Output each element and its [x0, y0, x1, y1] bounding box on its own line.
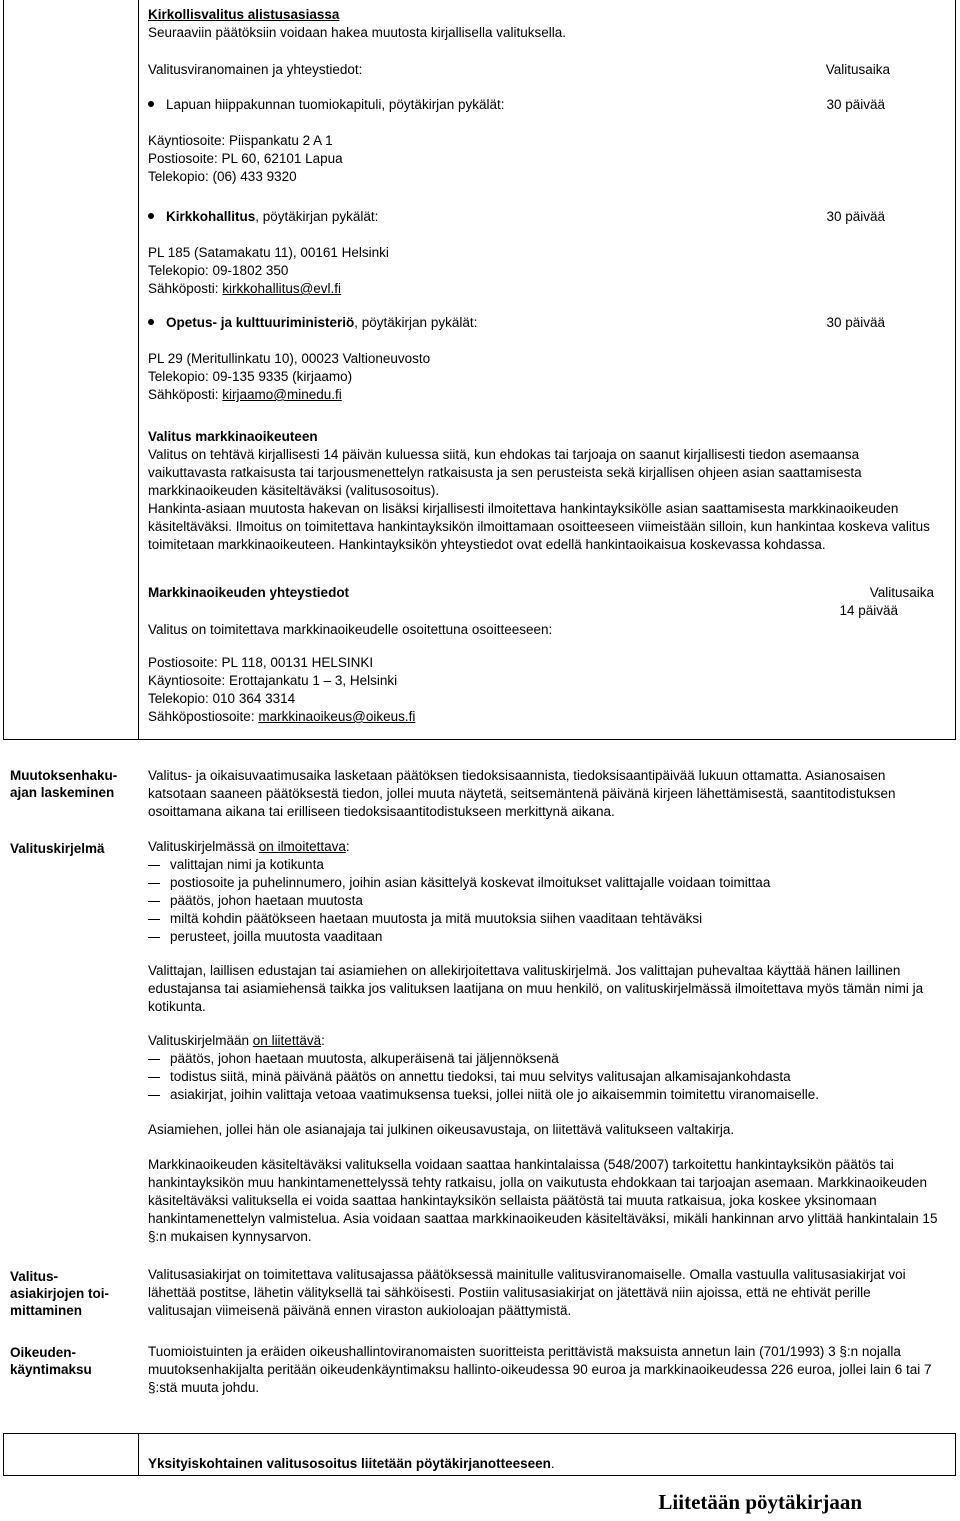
list-item: valittajan nimi ja kotikunta: [148, 856, 940, 874]
authorities-label: Valitusviranomainen ja yhteystiedot:: [148, 62, 363, 77]
email-link[interactable]: markkinaoikeus@oikeus.fi: [258, 709, 416, 724]
market-appeal-text: Markkinaoikeuden käsiteltäväksi valituksella voidaan saattaa hankintalaissa (548/2007) tarkoitettu hankintayksikön päätös tai hankintayksikön muu hankintamenettelyssä tehty ratkaisu, jolla on vaikutusta ehdokkaan tai tarjoajan asemaan. Markkinaoikeuden käsiteltäväksi valituksella ei voida saattaa hankintayksikön sellaista päätöstä tai muuta ratkaisua, joka koskee yksinomaan hankintamenettelyn valmistelua. Asia voidaan saattaa markkinaoikeuden käsiteltäväksi, mikäli hankinnan arvo ylittää hankintalain 15 §:n mukaisen kynnysarvon.: [148, 1157, 938, 1244]
authority-time: 30 päivää: [826, 315, 885, 330]
email-link[interactable]: kirjaamo@minedu.fi: [222, 387, 342, 402]
appeal-time-label: Valitusaika: [825, 62, 890, 77]
list-item: päätös, johon haetaan muutosta: [148, 892, 940, 910]
bullet-icon: [148, 319, 154, 325]
deadline-label: Muutoksenhaku- ajan laskeminen: [10, 768, 118, 800]
authority-contact: Käyntiosoite: Piispankatu 2 A 1 Postiosoite: PL 60, 62101 Lapua Telekopio: (06) 433 9320: [148, 133, 343, 184]
list-item: asiakirjat, joihin valittaja vetoaa vaatimuksensa tueksi, jollei niitä ole jo aikaisemmin toimitettu viranomaiselle.: [148, 1086, 940, 1104]
frame-right-top: [955, 0, 956, 739]
attach-list: [148, 1050, 940, 1104]
list-item: päätös, johon haetaan muutosta, alkuperäisenä tai jäljennöksenä: [148, 1050, 940, 1068]
bullet-icon: [148, 213, 154, 219]
list-item: postiosoite ja puhelinnumero, joihin asian käsittelyä koskevat ilmoitukset valittajalle voidaan toimittaa: [148, 874, 940, 892]
market-contact-heading: Markkinaoikeuden yhteystiedot: [148, 585, 350, 600]
authority-name: Opetus- ja kulttuuriministeriö, pöytäkirjan pykälät:: [166, 315, 478, 330]
authority-time: 30 päivää: [826, 97, 885, 112]
sign-text: Valittajan, laillisen edustajan tai asiamiehen on allekirjoitettava valituskirjelmä. Jos valittajan puhevaltaa käyttää hänen laillinen edustajansa tai asiamiehensä taikka jos valituksen laatijana on muu henkilö, on valituskirjelmässä ilmoitettava myös tämän nimi ja kotikunta.: [148, 963, 924, 1014]
market-paragraph: Valitus on tehtävä kirjallisesti 14 päivän kuluessa siitä, kun ehdokas tai tarjoaja on saanut kirjallisesti tiedon asemaansa vaikuttavasta ratkaisusta tai tarjousmenettelyn ratkaisusta ja sen perusteista sekä kirjallisen ohjeen asian saattamisesta markkinaoikeuden käsiteltäväksi (valitusosoitus).: [148, 447, 862, 498]
appeal-heading: Kirkollisvalitus alistusasiassa: [148, 7, 340, 22]
authority-name: Lapuan hiippakunnan tuomiokapituli, pöytäkirjan pykälät:: [166, 97, 505, 112]
letter-label: Valituskirjelmä: [10, 841, 105, 856]
notify-heading: Valituskirjelmässä on ilmoitettava:: [148, 839, 350, 854]
footer-text: Liitetään pöytäkirjaan: [658, 1490, 862, 1514]
list-item: todistus siitä, minä päivänä päätös on annettu tiedoksi, tai muu selvitys valitusajan alkamisajankohdasta: [148, 1068, 940, 1086]
delivery-text: Valitusasiakirjat on toimitettava valitusajassa päätöksessä mainitulle valitusviranomaiselle. Omalla vastuulla valitusasiakirjat voi lähettää postitse, lähetin välityksellä tai sähköisesti. Postiin valitusasiakirjat on jätettävä niin ajoissa, että ne ehtivät perille valitusajan viimeisenä päivänä ennen viraston aukioloajan päättymistä.: [148, 1267, 906, 1318]
fee-label: Oikeuden- käyntimaksu: [10, 1345, 92, 1377]
attach-heading: Valituskirjelmään on liitettävä:: [148, 1033, 325, 1048]
market-time-label: Valitusaika: [869, 585, 934, 600]
market-section: [148, 428, 940, 554]
attach-section: [148, 1032, 940, 1104]
appeal-section: [148, 6, 948, 42]
frame-left-bottom: [3, 1433, 4, 1475]
authority-contact: PL 29 (Meritullinkatu 10), 00023 Valtioneuvosto Telekopio: 09-135 9335 (kirjaamo) Sähköposti: kirjaamo@minedu.fi: [148, 351, 431, 402]
agent-text: Asiamiehen, jollei hän ole asianajaja tai julkinen oikeusavustaja, on liitettävä valitukseen valtakirja.: [148, 1122, 735, 1137]
list-item: miltä kohdin päätökseen haetaan muutosta ja mitä muutoksia siihen vaaditaan tehtäväksi: [148, 910, 940, 928]
private-note: Yksityiskohtainen valitusosoitus liitetään pöytäkirjanotteeseen.: [148, 1456, 555, 1471]
market-paragraph: Hankinta-asiaan muutosta hakevan on lisäksi kirjallisesti ilmoitettava hankintayksikölle asian saattamisesta markkinaoikeuden käsiteltäväksi. Ilmoitus on toimitettava hankintayksikön ilmoittamaan osoitteeseen viimeistään silloin, kun hankintaa koskeva valitus toimitetaan markkinaoikeuteen. Hankintayksikön yhteystiedot ovat edellä hankintaoikaisua koskevassa kohdassa.: [148, 501, 930, 552]
frame-top-bottom: [3, 1433, 956, 1434]
market-deliver-text: Valitus on toimitettava markkinaoikeudelle osoitettuna osoitteeseen:: [148, 622, 553, 637]
frame-bottom-top: [3, 739, 956, 740]
frame-bottom-bottom: [3, 1475, 956, 1476]
authority-name: Kirkkohallitus, pöytäkirjan pykälät:: [166, 209, 379, 224]
email-link[interactable]: kirkkohallitus@evl.fi: [222, 281, 342, 296]
deadline-text: Valitus- ja oikaisuvaatimusaika lasketaan päätöksen tiedoksisaannista, tiedoksisaantipäivää lukuun ottamatta. Asianosaisen katsotaan saaneen päätöksestä tiedon, jollei muuta näytetä, seitsemäntenä päivänä kirjeen lähettämisestä, saantitodistuksen osoittamana aikana tai erilliseen tiedoksisaantitodistukseen merkittynä aikana.: [148, 768, 896, 819]
bullet-icon: [148, 101, 154, 107]
letter-section: [148, 838, 940, 946]
delivery-label: Valitus- asiakirjojen toi- mittaminen: [10, 1269, 110, 1318]
appeal-intro: Seuraaviin päätöksiin voidaan hakea muutosta kirjallisella valituksella.: [148, 25, 566, 40]
frame-left-top: [3, 0, 4, 739]
fee-text: Tuomioistuinten ja eräiden oikeushallintoviranomaisten suoritteista perittävistä maksuista annetun lain (701/1993) 3 §:n nojalla muutoksenhakijalta peritään oikeudenkäyntimaksu hallinto-oikeudessa 90 euroa ja markkinaoikeudessa 226 euroa, jollei lain 6 tai 7 §:stä muuta johdu.: [148, 1344, 932, 1395]
authority-contact: PL 185 (Satamakatu 11), 00161 Helsinki Telekopio: 09-1802 350 Sähköposti: kirkkohallitus@evl.fi: [148, 245, 389, 296]
frame-divider-bottom: [138, 1433, 139, 1475]
frame-divider-top: [138, 0, 139, 739]
notify-list: [148, 856, 940, 946]
frame-right-bottom: [955, 1433, 956, 1475]
list-item: perusteet, joilla muutosta vaaditaan: [148, 928, 940, 946]
authority-time: 30 päivää: [826, 209, 885, 224]
market-contact: Postiosoite: PL 118, 00131 HELSINKI Käyntiosoite: Erottajankatu 1 – 3, Helsinki Telekopio: 010 364 3314 Sähköpostiosoite: markkinaoikeus@oikeus.fi: [148, 655, 416, 724]
market-time-value: 14 päivää: [839, 603, 898, 618]
market-heading: Valitus markkinaoikeuteen: [148, 429, 318, 444]
